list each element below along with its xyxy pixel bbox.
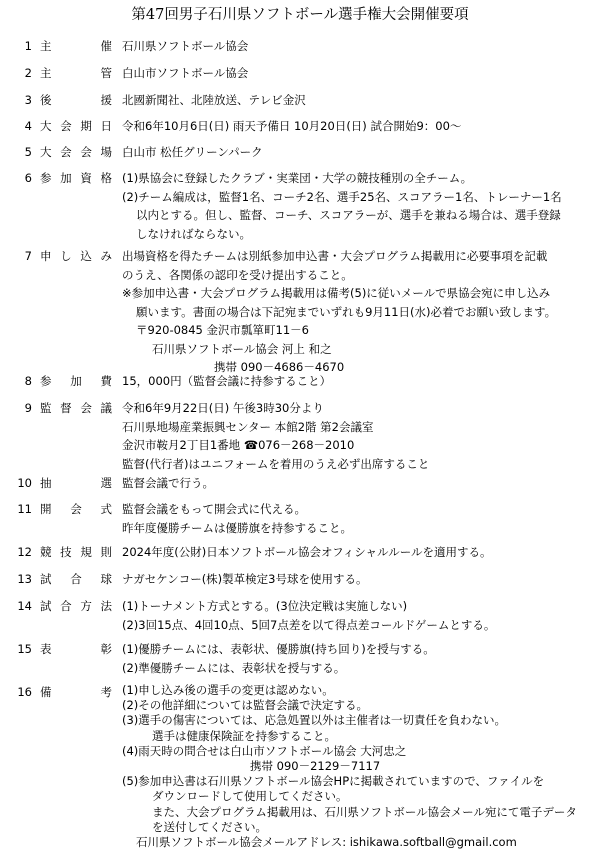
email-address-line: 石川県ソフトボール協会メールアドレス: ishikawa.softball@gmail.com (136, 835, 517, 850)
section-number: 6 (24, 171, 32, 185)
section-number: 14 (17, 599, 32, 613)
section-line: 白山市ソフトボール協会 (122, 66, 249, 80)
section-line: (1)県協会に登録したクラブ・実業団・大学の競技種別の全チーム。 (122, 171, 473, 185)
section-label: 主催 (40, 39, 112, 53)
section-label: 試合球 (40, 572, 112, 586)
section-number: 9 (24, 401, 32, 415)
section-line: (3)選手の傷害については、応急処置以外は主催者は一切責任を負わない。 (122, 713, 507, 728)
section-line: (2)チーム編成は，監督1名、コーチ2名、選手25名、スコアラー1名、トレーナー1名 (122, 189, 562, 204)
section-label: 監督会議 (40, 401, 112, 415)
section-line: を送付してください。 (152, 819, 267, 834)
section-number: 4 (24, 119, 32, 133)
section-line: しなければならない。 (136, 226, 251, 241)
section-line: 石川県ソフトボール協会 (122, 39, 249, 53)
section-number: 1 (24, 39, 32, 53)
section-line: ダウンロードして使用してください。 (152, 789, 348, 804)
section-label: 試合方法 (40, 599, 112, 613)
section-number: 3 (24, 93, 32, 107)
section-line: (1)トーナメント方式とする。(3位決定戦は実施しない) (122, 599, 408, 613)
section-number: 11 (17, 502, 32, 516)
section-line: 15，000円（監督会議に持参すること） (122, 374, 332, 388)
section-line: 昨年度優勝チームは優勝旗を持参すること。 (122, 520, 352, 535)
section-number: 2 (24, 66, 32, 80)
section-line: また、大会プログラム掲載用は、石川県ソフトボール協会メール宛にて電子データ (152, 804, 577, 819)
section-line: 〒920-0845 金沢市瓢箪町11－6 (136, 323, 309, 337)
section-label: 大会会場 (40, 145, 112, 159)
section-label: 申し込み (40, 249, 112, 263)
section-number: 12 (17, 545, 32, 559)
section-line: (1)優勝チームには、表彰状、優勝旗(持ち回り)を授与する。 (122, 642, 435, 656)
section-line: 監督(代行者)はユニフォームを着用のうえ必ず出席すること (122, 456, 430, 471)
section-label: 参加費 (40, 374, 112, 388)
section-line: 北國新聞社、北陸放送、テレビ金沢 (122, 93, 306, 107)
section-line: 2024年度(公財)日本ソフトボール協会オフィシャルルールを適用する。 (122, 545, 492, 559)
section-line: 願います。書面の場合は下記宛までいずれも9月11日(水)必着でお願い致します。 (136, 304, 557, 319)
section-line: 石川県地場産業振興センター 本館2階 第2会議室 (122, 419, 374, 434)
section-line: 石川県ソフトボール協会 河上 和之 (152, 341, 332, 356)
section-line: ※参加申込書・大会プログラム掲載用は備考(5)に従いメールで県協会宛に申し込み (122, 286, 551, 300)
section-line: 出場資格を得たチームは別紙参加申込書・大会プログラム掲載用に必要事項を記載 (122, 249, 548, 263)
section-line: 令和6年10月6日(日) 雨天予備日 10月20日(日) 試合開始9：00～ (122, 119, 462, 133)
section-number: 8 (24, 374, 32, 388)
section-number: 13 (17, 572, 32, 586)
section-line: 以内とする。但し、監督、コーチ、スコアラーが、選手を兼ねる場合は、選手登録 (136, 208, 561, 222)
section-line: 白山市 松任グリーンパーク (122, 145, 263, 159)
section-label: 備考 (40, 685, 112, 699)
section-line: のうえ、各関係の認印を受け提出すること。 (122, 267, 353, 282)
section-line: (2)3回15点、4回10点、5回7点差を以て得点差コールドゲームとする。 (122, 617, 496, 632)
section-line: 監督会議で行う。 (122, 476, 214, 490)
section-number: 15 (17, 642, 32, 656)
section-line: (4)雨天時の問合せは白山市ソフトボール協会 大河忠之 (122, 743, 407, 758)
section-line: 金沢市鞍月2丁目1番地 ☎076－268－2010 (122, 438, 355, 452)
section-line: (5)参加申込書は石川県ソフトボール協会HPに掲載されていますので、ファイルを (122, 774, 545, 789)
section-line: 選手は健康保険証を持参すること。 (152, 728, 336, 743)
section-line: (2)その他詳細については監督会議で決定する。 (122, 698, 369, 713)
section-label: 競技規則 (40, 545, 112, 559)
section-line: 携帯 090－2129－7117 (250, 759, 381, 774)
section-number: 7 (24, 249, 32, 263)
section-line: (2)準優勝チームには、表彰状を授与する。 (122, 660, 346, 675)
document-title: 第47回男子石川県ソフトボール選手権大会開催要項 (131, 7, 469, 23)
section-number: 16 (17, 685, 32, 699)
section-line: ナガセケンコー(株)製革検定3号球を使用する。 (122, 572, 368, 586)
section-line: 監督会議をもって開会式に代える。 (122, 502, 306, 516)
section-label: 後援 (40, 93, 112, 107)
section-label: 参加資格 (40, 171, 112, 185)
section-label: 開会式 (40, 502, 112, 516)
section-number: 10 (17, 476, 32, 490)
section-line: 携帯 090－4686－4670 (214, 360, 345, 374)
section-label: 大会期日 (40, 119, 112, 133)
section-number: 5 (24, 145, 32, 159)
section-line: (1)申し込み後の選手の変更は認めない。 (122, 683, 334, 697)
section-label: 表彰 (40, 642, 112, 656)
section-label: 抽選 (40, 476, 112, 490)
section-line: 令和6年9月22日(日) 午後3時30分より (122, 401, 324, 415)
section-label: 主管 (40, 66, 112, 80)
